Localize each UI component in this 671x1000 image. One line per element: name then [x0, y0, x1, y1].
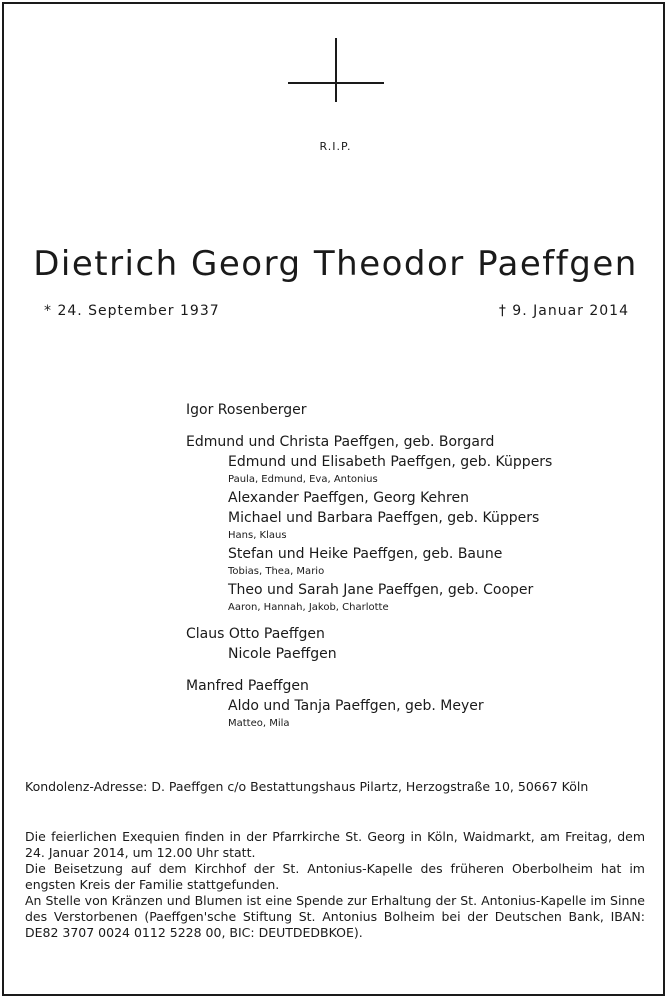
- rip-text: R.I.P.: [319, 140, 352, 153]
- family-member-secondary: Theo und Sarah Jane Paeffgen, geb. Cooper: [228, 582, 534, 598]
- family-children: Paula, Edmund, Eva, Antonius: [228, 474, 378, 485]
- info-paragraph-donation: An Stelle von Kränzen und Blumen ist eine Spende zur Erhaltung der St. Antonius-Kapelle im Sinne des Verstorbenen (Paeffgen'sche Stiftung St. Antonius Bolheim bei der Deutschen Bank, IBAN: DE82 3707 0024 0112 5228 00, BIC: DEUTDEDBKOE).: [25, 893, 645, 940]
- family-children: Aaron, Hannah, Jakob, Charlotte: [228, 602, 389, 613]
- info-paragraph-burial: Die Beisetzung auf dem Kirchhof der St. Antonius-Kapelle des früheren Oberbolheim hat im engsten Kreis der Familie stattgefunden.: [25, 861, 645, 892]
- family-member-secondary: Aldo und Tanja Paeffgen, geb. Meyer: [228, 698, 484, 714]
- info-paragraph-exequies: Die feierlichen Exequien finden in der Pfarrkirche St. Georg in Köln, Waidmarkt, am Freitag, dem 24. Januar 2014, um 12.00 Uhr statt.: [25, 829, 645, 860]
- deceased-name: Dietrich Georg Theodor Paeffgen: [33, 244, 638, 284]
- condolence-address: Kondolenz-Adresse: D. Paeffgen c/o Bestattungshaus Pilartz, Herzogstraße 10, 50667 Köln: [25, 779, 589, 794]
- family-member-primary: Claus Otto Paeffgen: [186, 626, 325, 642]
- family-member-primary: Manfred Paeffgen: [186, 678, 309, 694]
- family-list: [186, 400, 646, 732]
- birth-date: * 24. September 1937: [44, 303, 220, 319]
- ceremony-info: [25, 829, 645, 941]
- cross-icon: [288, 38, 384, 102]
- family-member-primary: Edmund und Christa Paeffgen, geb. Borgard: [186, 434, 495, 450]
- cross-vertical-bar: [335, 38, 337, 102]
- family-member-primary: Igor Rosenberger: [186, 402, 307, 418]
- family-children: Hans, Klaus: [228, 530, 287, 541]
- family-children: Tobias, Thea, Mario: [228, 566, 325, 577]
- death-date: † 9. Januar 2014: [498, 303, 629, 319]
- family-member-secondary: Edmund und Elisabeth Paeffgen, geb. Küppers: [228, 454, 553, 470]
- family-member-secondary: Stefan und Heike Paeffgen, geb. Baune: [228, 546, 503, 562]
- family-children: Matteo, Mila: [228, 718, 290, 729]
- cross-horizontal-bar: [288, 82, 384, 84]
- family-member-secondary: Nicole Paeffgen: [228, 646, 337, 662]
- family-member-secondary: Alexander Paeffgen, Georg Kehren: [228, 490, 469, 506]
- family-member-secondary: Michael und Barbara Paeffgen, geb. Küppers: [228, 510, 540, 526]
